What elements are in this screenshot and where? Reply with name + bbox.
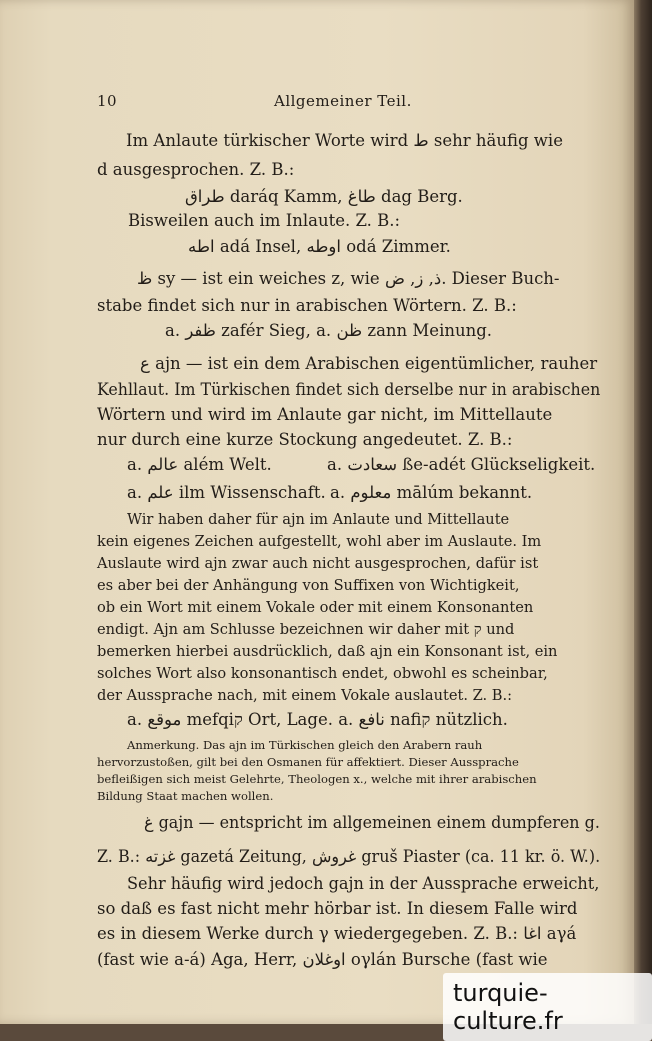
- text-line: Bisweilen auch im Inlaute. Z. B.:: [128, 211, 401, 230]
- text-line: غ gajn — entspricht im allgemeinen einem dumpferen g.: [144, 813, 600, 832]
- text-line: a. ظفر zafér Sieg, a. ظن zann Meinung.: [165, 321, 493, 340]
- text-line: اطه adá Insel, اوطه odá Zimmer.: [188, 237, 451, 256]
- text-line: طراق daráq Kamm, طاغ dag Berg.: [185, 187, 463, 206]
- text-line: solches Wort also konsonantisch endet, obwohl es scheinbar,: [97, 665, 548, 682]
- watermark: turquie-culture.fr: [443, 973, 652, 1041]
- text-line: es aber bei der Anhängung von Suffixen von Wichtigkeit,: [97, 577, 520, 594]
- text-line: a. معلوم mālúm bekannt.: [330, 483, 533, 502]
- text-line: nur durch eine kurze Stockung angedeutet. Z. B.:: [97, 430, 513, 449]
- text-line: bemerken hierbei ausdrücklich, daß ajn ein Konsonant ist, ein: [97, 643, 558, 660]
- text-line: stabe findet sich nur in arabischen Wörtern. Z. B.:: [97, 296, 517, 315]
- running-title: Allgemeiner Teil.: [274, 92, 412, 110]
- text-line: endigt. Ajn am Schlusse bezeichnen wir daher mit ק und: [97, 621, 515, 638]
- text-line: a. سعادت ße-adét Glückseligkeit.: [327, 455, 596, 474]
- text-line: so daß es fast nicht mehr hörbar ist. In diesem Falle wird: [97, 899, 578, 918]
- text-line: ع ajn — ist ein dem Arabischen eigentümlicher, rauher: [140, 354, 598, 373]
- text-line: Z. B.: غزته gazetá Zeitung, غروش gruš Piaster (ca. 11 kr. ö. W.).: [97, 847, 601, 866]
- text-line: a. علم ilm Wissenschaft.: [127, 483, 326, 502]
- text-line: a. عالم além Welt.: [127, 455, 272, 474]
- text-line: der Aussprache nach, mit einem Vokale auslautet. Z. B.:: [97, 687, 513, 704]
- footnote-line: hervorzustoßen, gilt bei den Osmanen für affektiert. Dieser Aussprache: [97, 755, 519, 769]
- text-line: Kehllaut. Im Türkischen findet sich derselbe nur in arabischen: [97, 380, 601, 399]
- text-line: Im Anlaute türkischer Worte wird ط sehr häufig wie: [126, 131, 563, 150]
- text-line: kein eigenes Zeichen aufgestellt, wohl aber im Auslaute. Im: [97, 533, 542, 550]
- text-line: Wir haben daher für ajn im Anlaute und Mittellaute: [127, 511, 510, 528]
- text-line: a. موقع mefqiק Ort, Lage. a. نافع nafiק nützlich.: [127, 710, 508, 729]
- text-line: (fast wie a-á) Aga, Herr, اوغلان oγlán Bursche (fast wie: [97, 950, 548, 969]
- footnote-line: Anmerkung. Das ajn im Türkischen gleich den Arabern rauh: [127, 738, 483, 752]
- text-line: ob ein Wort mit einem Vokale oder mit einem Konsonanten: [97, 599, 534, 616]
- text-line: Sehr häufig wird jedoch gajn in der Aussprache erweicht,: [127, 874, 600, 893]
- footnote-line: Bildung Staat machen wollen.: [97, 789, 274, 803]
- text-line: d ausgesprochen. Z. B.:: [97, 160, 295, 179]
- text-line: ظ sy — ist ein weiches z, wie ذ, ز, ض. Dieser Buch-: [137, 269, 560, 288]
- footnote-line: befleißigen sich meist Gelehrte, Theologen x., welche mit ihrer arabischen: [97, 772, 537, 786]
- text-line: es in diesem Werke durch γ wiedergegeben. Z. B.: اغا aγá: [97, 924, 577, 943]
- page-number: 10: [97, 92, 118, 110]
- text-line: Auslaute wird ajn zwar auch nicht ausgesprochen, dafür ist: [97, 555, 539, 572]
- page-edge: [634, 0, 652, 1024]
- text-line: Wörtern und wird im Anlaute gar nicht, im Mittellaute: [97, 405, 553, 424]
